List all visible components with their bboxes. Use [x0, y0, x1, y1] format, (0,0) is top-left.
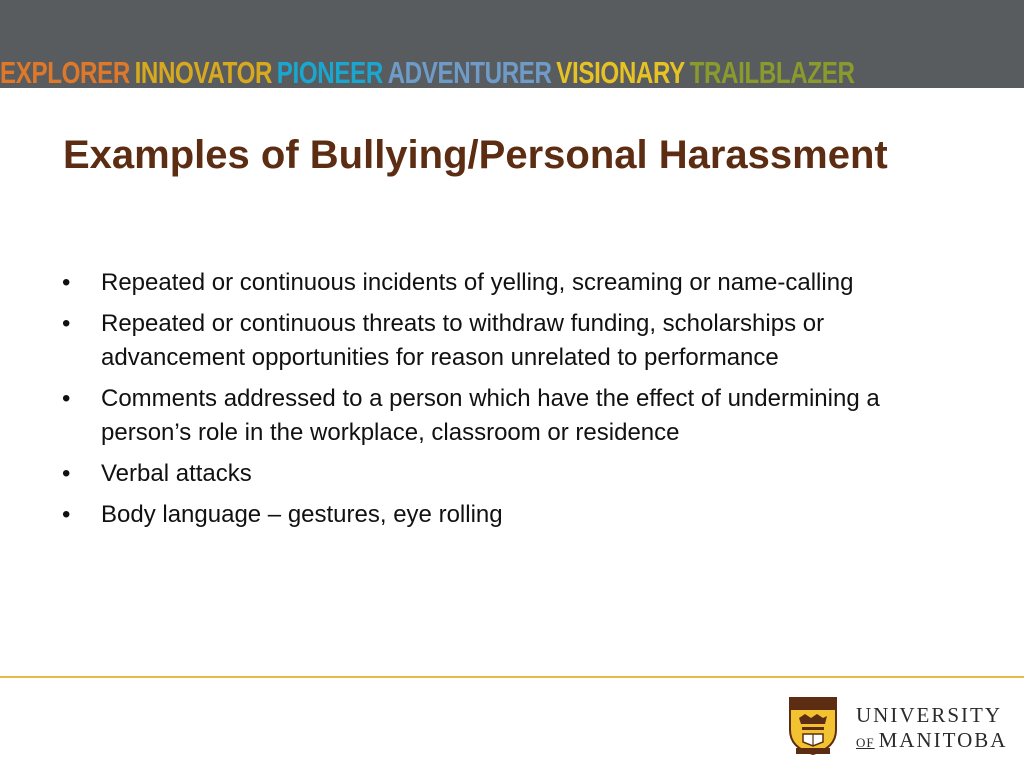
bullet-text: Repeated or continuous incidents of yelling, screaming or name-calling	[101, 269, 854, 296]
bullet-list	[62, 266, 932, 539]
tagline-word: ADVENTURER	[387, 55, 552, 90]
tagline-word: EXPLORER	[0, 55, 130, 90]
university-name-line2	[856, 728, 1007, 753]
tagline-word: INNOVATOR	[134, 55, 273, 90]
bullet-text: Body language – gestures, eye rolling	[101, 501, 503, 528]
bullet-text: Comments addressed to a person which have the effect of undermining a person’s role in the workplace, classroom or residence	[101, 385, 880, 446]
tagline-word: TRAILBLAZER	[689, 55, 855, 90]
bullet-text: Verbal attacks	[101, 460, 252, 487]
bullet-dot-icon: •	[62, 310, 71, 337]
tagline-word: VISIONARY	[556, 55, 685, 90]
bullet-dot-icon: •	[62, 385, 71, 412]
tagline-word: PIONEER	[276, 55, 383, 90]
footer-divider	[0, 676, 1024, 678]
slide-title: Examples of Bullying/Personal Harassment	[63, 133, 888, 177]
bullet-item	[62, 307, 932, 375]
bullet-dot-icon: •	[62, 501, 71, 528]
university-crest-icon	[788, 696, 838, 756]
bullet-dot-icon: •	[62, 460, 71, 487]
tagline-banner	[0, 56, 859, 90]
bullet-item	[62, 382, 932, 450]
bullet-item	[62, 266, 932, 300]
university-name-line1: UNIVERSITY	[856, 703, 1002, 727]
bullet-item	[62, 498, 932, 532]
bullet-item	[62, 457, 932, 491]
university-manitoba: MANITOBA	[878, 728, 1008, 752]
bullet-text: Repeated or continuous threats to withdraw funding, scholarships or advancement opportunities for reason unrelated to performance	[101, 310, 825, 371]
university-of: OF	[856, 735, 875, 750]
bullet-dot-icon: •	[62, 269, 71, 296]
